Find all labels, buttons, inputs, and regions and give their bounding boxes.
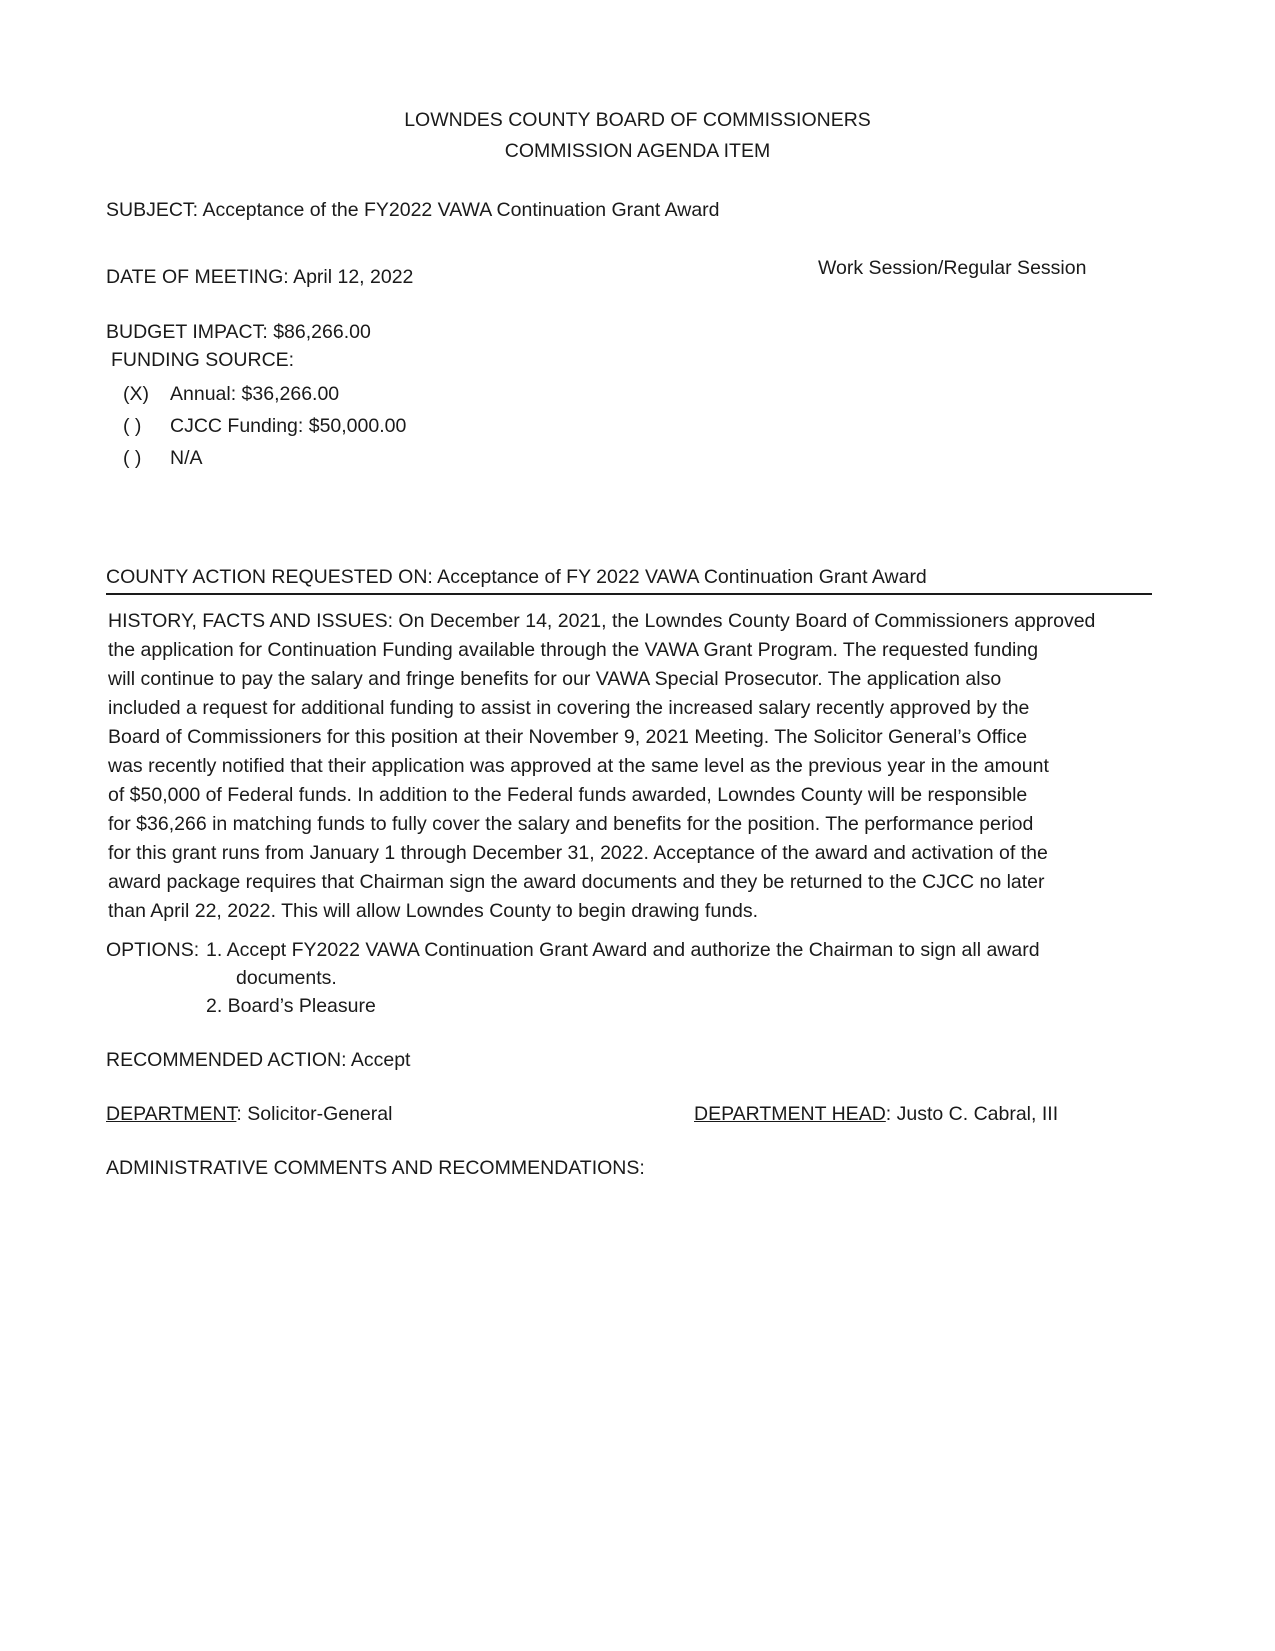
- administrative-comments: ADMINISTRATIVE COMMENTS AND RECOMMENDATIONS:: [106, 1157, 645, 1179]
- history-line: will continue to pay the salary and fringe benefits for our VAWA Special Prosecutor. The application also: [108, 668, 1002, 690]
- department-head: [694, 1103, 1058, 1126]
- history-line: the application for Continuation Funding available through the VAWA Grant Program. The requested funding: [108, 639, 1039, 661]
- session-type: Work Session/Regular Session: [818, 257, 1087, 279]
- section-divider: [106, 593, 1152, 595]
- department-label: DEPARTMENT: [106, 1103, 237, 1125]
- option-1-continued: documents.: [236, 967, 337, 989]
- funding-option-mark: (X): [123, 383, 149, 405]
- date-of-meeting: DATE OF MEETING: April 12, 2022: [106, 266, 414, 288]
- history-line: Board of Commissioners for this position at their November 9, 2021 Meeting. The Solicitor General’s Office: [108, 726, 1028, 748]
- option-2: 2. Board’s Pleasure: [206, 995, 376, 1017]
- funding-option-mark: ( ): [123, 447, 142, 469]
- history-line: HISTORY, FACTS AND ISSUES: On December 14, 2021, the Lowndes County Board of Commissioners approved: [108, 610, 1096, 632]
- history-line: of $50,000 of Federal funds. In addition to the Federal funds awarded, Lowndes County will be responsible: [108, 784, 1028, 806]
- budget-impact: BUDGET IMPACT: $86,266.00: [106, 321, 371, 343]
- history-line: was recently notified that their application was approved at the same level as the previous year in the amount: [108, 755, 1049, 777]
- county-action-requested: COUNTY ACTION REQUESTED ON: Acceptance of FY 2022 VAWA Continuation Grant Award: [106, 566, 927, 588]
- option-1: 1. Accept FY2022 VAWA Continuation Grant Award and authorize the Chairman to sign all award: [206, 939, 1040, 961]
- history-line: for this grant runs from January 1 through December 31, 2022. Acceptance of the award and activation of the: [108, 842, 1048, 864]
- subject: SUBJECT: Acceptance of the FY2022 VAWA Continuation Grant Award: [106, 199, 720, 221]
- history-facts-issues: [108, 607, 1168, 926]
- funding-option-annual: Annual: $36,266.00: [170, 383, 340, 405]
- history-line: than April 22, 2022. This will allow Lowndes County to begin drawing funds.: [108, 900, 759, 922]
- funding-option-mark: ( ): [123, 415, 142, 437]
- department-head-value: : Justo C. Cabral, III: [885, 1103, 1059, 1125]
- history-line: award package requires that Chairman sign the award documents and they be returned to the CJCC no later: [108, 871, 1045, 893]
- department-head-label: DEPARTMENT HEAD: [694, 1103, 886, 1125]
- funding-option-cjcc: CJCC Funding: $50,000.00: [170, 415, 407, 437]
- history-line: included a request for additional funding to assist in covering the increased salary recently approved by the: [108, 697, 1030, 719]
- department: [106, 1103, 392, 1126]
- funding-option-na: N/A: [170, 447, 203, 469]
- funding-source-label: FUNDING SOURCE:: [111, 349, 295, 371]
- header-subtitle: COMMISSION AGENDA ITEM: [504, 140, 771, 162]
- header-title: LOWNDES COUNTY BOARD OF COMMISSIONERS: [404, 109, 871, 131]
- options-label: OPTIONS:: [106, 939, 200, 961]
- department-value: : Solicitor-General: [236, 1103, 393, 1125]
- history-line: for $36,266 in matching funds to fully cover the salary and benefits for the position. The performance period: [108, 813, 1034, 835]
- recommended-action: RECOMMENDED ACTION: Accept: [106, 1049, 411, 1071]
